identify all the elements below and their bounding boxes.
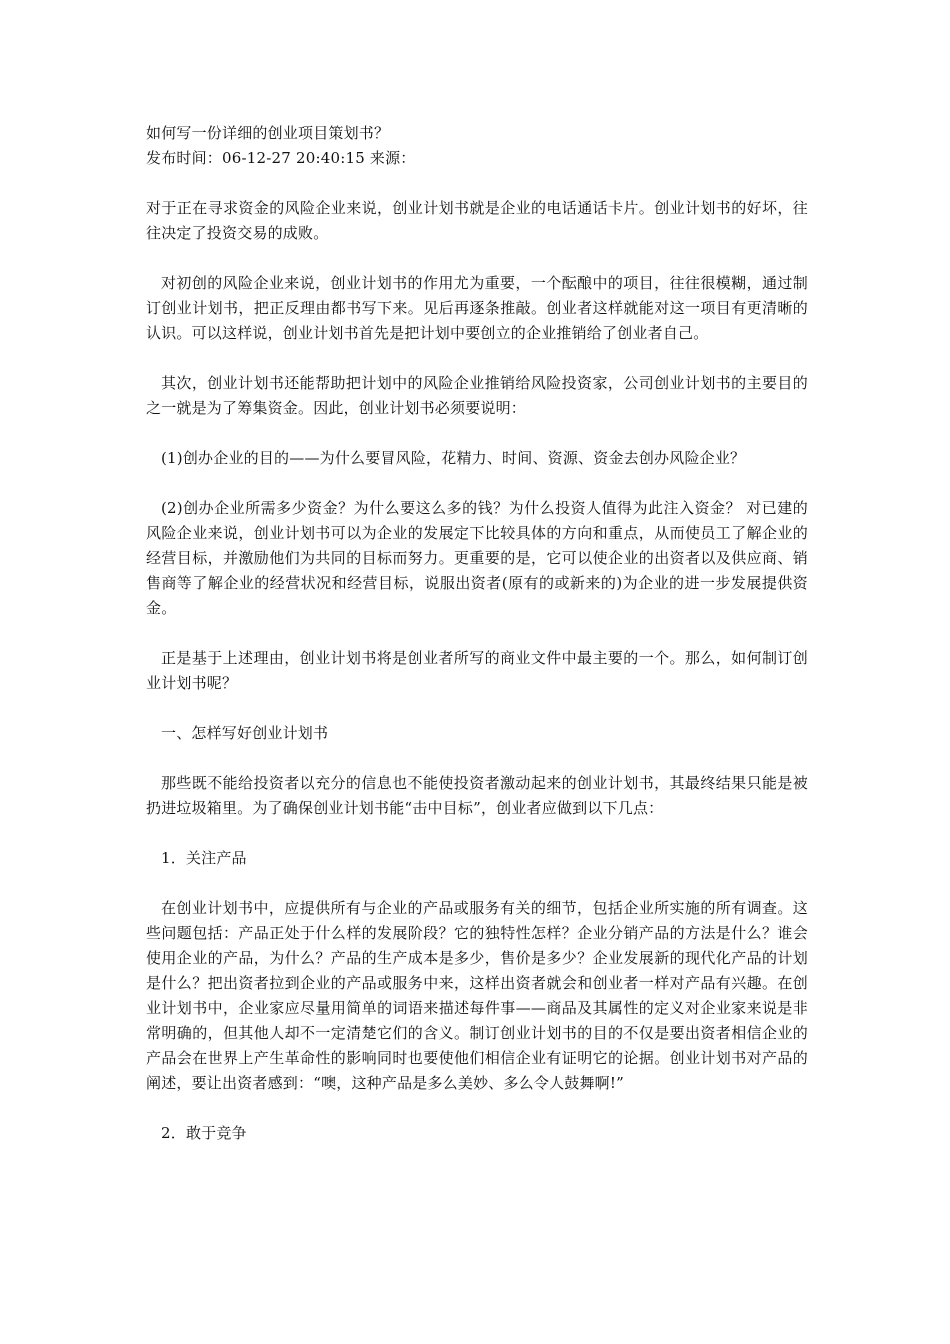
document-body: [146, 121, 808, 1146]
section-heading-1: 一、怎样写好创业计划书: [161, 724, 329, 742]
paragraph-point-2: (2)创办企业所需多少资金？为什么要这么多的钱？为什么投资人值得为此注入资金？ 对已建的风险企业来说，创业计划书可以为企业的发展定下比较具体的方向和重点，从而使员工了解企业的经营目标，并激励他们为共同的目标而努力。更重要的是，它可以使企业的出资者以及供应商、销售商等了解企业的经营状况和经营目标，说服出资者(原有的或新来的)为企业的进一步发展提供资金。: [146, 499, 808, 617]
paragraph-startup-role: 对初创的风险企业来说，创业计划书的作用尤为重要，一个酝酿中的项目，往往很模糊，通过制订创业计划书，把正反理由都书写下来。见后再逐条推敲。创业者这样就能对这一项目有更清晰的认识。可以这样说，创业计划书首先是把计划中要创立的企业推销给了创业者自己。: [146, 274, 808, 342]
paragraph-target: 那些既不能给投资者以充分的信息也不能使投资者激动起来的创业计划书，其最终结果只能是被扔进垃圾箱里。为了确保创业计划书能“击中目标”，创业者应做到以下几点：: [146, 774, 808, 817]
publish-meta: 发布时间：06-12-27 20:40:15 来源：: [146, 149, 416, 167]
document-title: 如何写一份详细的创业项目策划书？: [146, 124, 390, 142]
paragraph-intro: 对于正在寻求资金的风险企业来说，创业计划书就是企业的电话通话卡片。创业计划书的好坏，往往决定了投资交易的成败。: [146, 199, 808, 242]
paragraph-point-1: (1)创办企业的目的——为什么要冒风险，花精力、时间、资源、资金去创办风险企业？: [161, 449, 746, 467]
subheading-competition: 2．敢于竞争: [161, 1124, 247, 1142]
subheading-product: 1．关注产品: [161, 849, 247, 867]
paragraph-product: 在创业计划书中，应提供所有与企业的产品或服务有关的细节，包括企业所实施的所有调查。这些问题包括：产品正处于什么样的发展阶段？它的独特性怎样？企业分销产品的方法是什么？谁会使用企业的产品，为什么？产品的生产成本是多少，售价是多少？企业发展新的现代化产品的计划是什么？把出资者拉到企业的产品或服务中来，这样出资者就会和创业者一样对产品有兴趣。在创业计划书中，企业家应尽量用简单的词语来描述每件事——商品及其属性的定义对企业家来说是非常明确的，但其他人却不一定清楚它们的含义。制订创业计划书的目的不仅是要出资者相信企业的产品会在世界上产生革命性的影响同时也要使他们相信企业有证明它的论据。创业计划书对产品的阐述，要让出资者感到：“噢，这种产品是多么美妙、多么令人鼓舞啊!”: [146, 899, 808, 1092]
paragraph-investor-role: 其次，创业计划书还能帮助把计划中的风险企业推销给风险投资家，公司创业计划书的主要目的之一就是为了筹集资金。因此，创业计划书必须要说明：: [146, 374, 808, 417]
paragraph-conclusion: 正是基于上述理由，创业计划书将是创业者所写的商业文件中最主要的一个。那么，如何制订创业计划书呢？: [146, 649, 808, 692]
